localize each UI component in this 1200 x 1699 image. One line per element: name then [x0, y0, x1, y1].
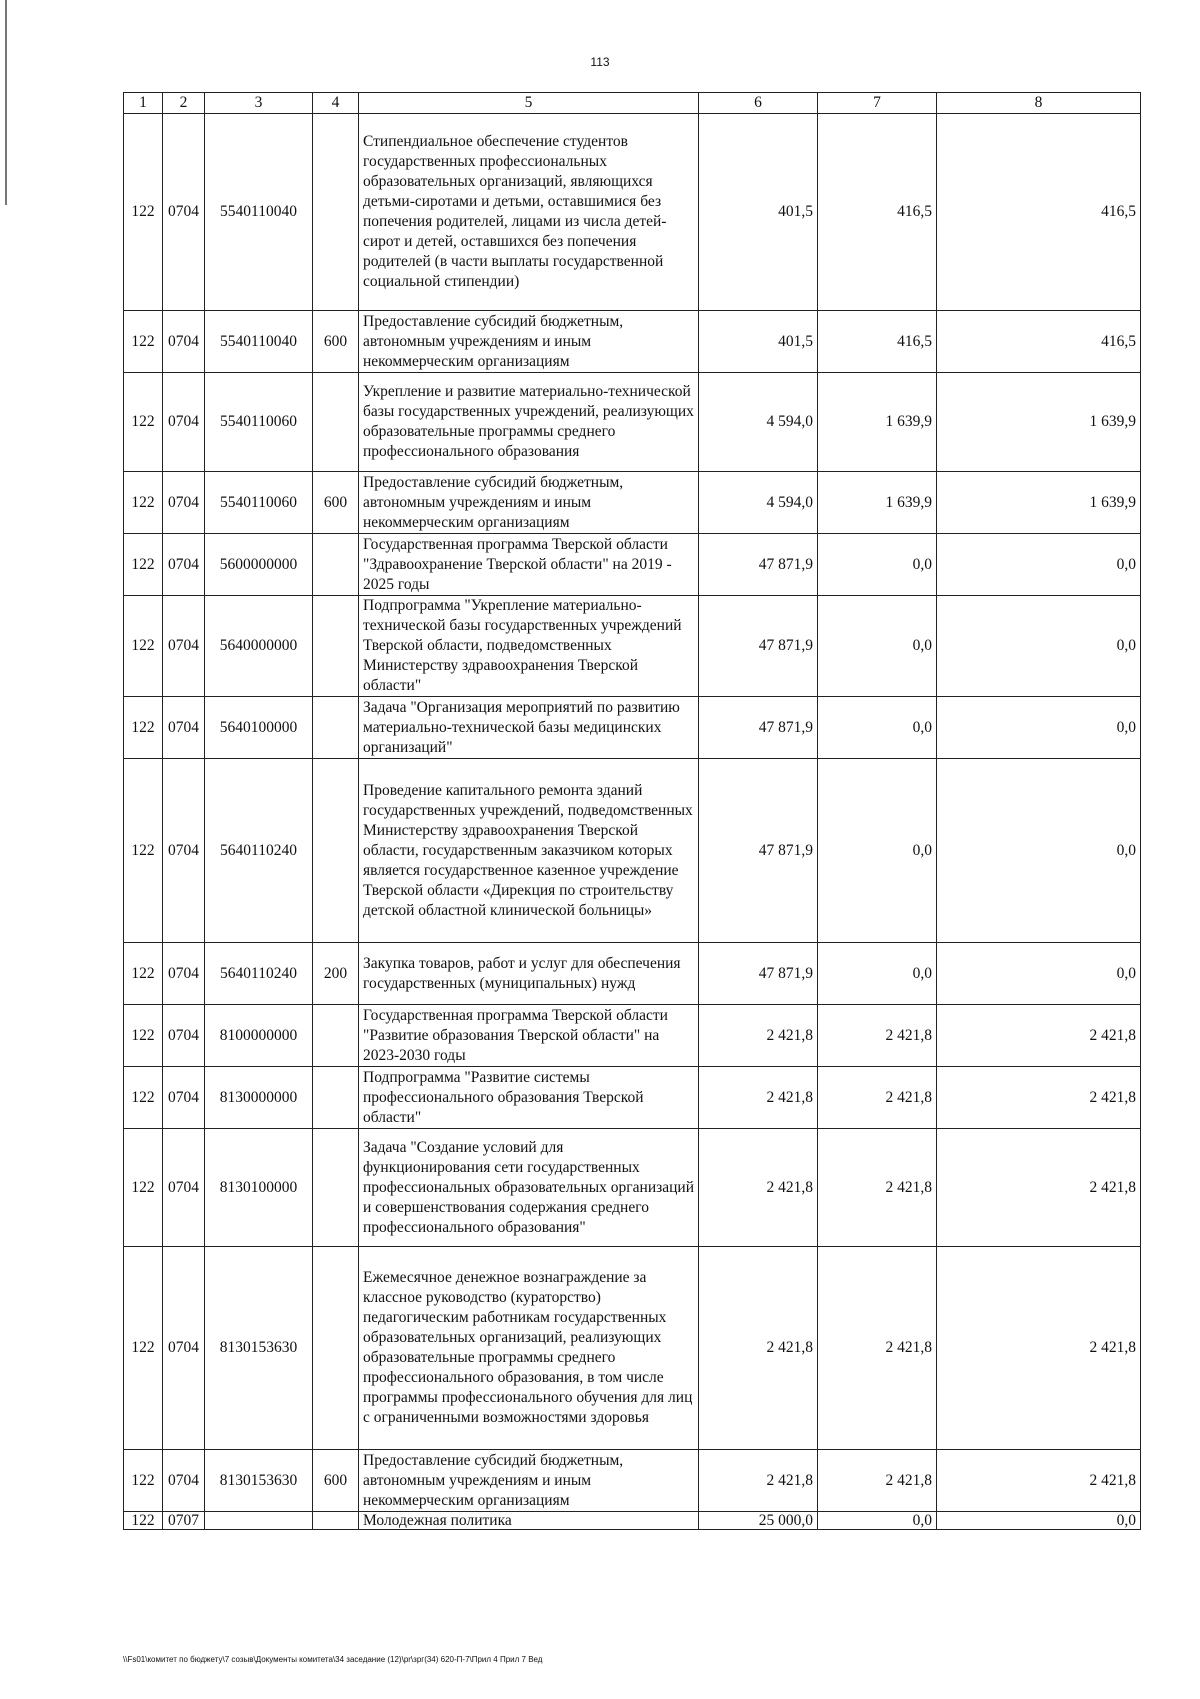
footer-file-path: \\Fs01\комитет по бюджету\7 созыв\Документы комитета\34 заседание (12)\pr\зрг(34) 620-П-7\Прил 4 Прил 7 Вед	[123, 1655, 543, 1664]
description-cell: Проведение капитального ремонта зданий государственных учреждений, подведомственных Министерству здравоохранения Тверской области, государственным заказчиком которых является государственное казенное учреждение Тверской области «Дирекция по строительству детской областной клинической больницы»	[359, 759, 699, 943]
admin-code-cell: 122	[124, 759, 163, 943]
section-code-cell: 0704	[163, 114, 205, 311]
table-row	[124, 472, 1141, 534]
table-row	[124, 1005, 1141, 1067]
expense-type-cell	[313, 1512, 359, 1530]
admin-code-cell: 122	[124, 472, 163, 534]
expense-type-cell: 600	[313, 1450, 359, 1512]
expense-type-cell	[313, 1005, 359, 1067]
admin-code-cell: 122	[124, 373, 163, 472]
target-article-cell: 5640110240	[205, 943, 313, 1005]
admin-code-cell: 122	[124, 311, 163, 373]
description-cell: Подпрограмма "Развитие системы профессионального образования Тверской области"	[359, 1067, 699, 1129]
table-row	[124, 1247, 1141, 1450]
amount-cell: 0,0	[818, 943, 937, 1005]
target-article-cell: 8130000000	[205, 1067, 313, 1129]
amount-cell: 2 421,8	[818, 1247, 937, 1450]
target-article-cell: 8130153630	[205, 1450, 313, 1512]
header-cell: 7	[818, 93, 937, 114]
description-cell: Стипендиальное обеспечение студентов государственных профессиональных образовательных организаций, являющихся детьми-сиротами и детьми, оставшимися без попечения родителей, лицами из числа детей-сирот и детей, оставшихся без попечения родителей (в части выплаты государственной социальной стипендии)	[359, 114, 699, 311]
amount-cell: 0,0	[818, 534, 937, 596]
target-article-cell: 8130100000	[205, 1129, 313, 1247]
amount-cell: 2 421,8	[699, 1450, 818, 1512]
table-row	[124, 1067, 1141, 1129]
description-cell: Государственная программа Тверской области "Развитие образования Тверской области" на 2023-2030 годы	[359, 1005, 699, 1067]
table-row	[124, 943, 1141, 1005]
amount-cell: 2 421,8	[937, 1067, 1141, 1129]
scan-edge-mark	[5, 0, 7, 205]
admin-code-cell: 122	[124, 1129, 163, 1247]
description-cell: Ежемесячное денежное вознаграждение за классное руководство (кураторство) педагогическим работникам государственных образовательных организаций, реализующих образовательные программы среднего профессионального образования, в том числе программы профессионального обучения для лиц с ограниченными возможностями здоровья	[359, 1247, 699, 1450]
target-article-cell: 8130153630	[205, 1247, 313, 1450]
admin-code-cell: 122	[124, 697, 163, 759]
target-article-cell: 5540110040	[205, 114, 313, 311]
section-code-cell: 0704	[163, 311, 205, 373]
amount-cell: 0,0	[937, 697, 1141, 759]
amount-cell: 2 421,8	[937, 1247, 1141, 1450]
section-code-cell: 0704	[163, 534, 205, 596]
table-row	[124, 114, 1141, 311]
table-row	[124, 1129, 1141, 1247]
admin-code-cell: 122	[124, 1067, 163, 1129]
admin-code-cell: 122	[124, 1512, 163, 1530]
amount-cell: 401,5	[699, 311, 818, 373]
description-cell: Государственная программа Тверской области "Здравоохранение Тверской области" на 2019 - 2025 годы	[359, 534, 699, 596]
section-code-cell: 0704	[163, 1129, 205, 1247]
amount-cell: 416,5	[818, 311, 937, 373]
admin-code-cell: 122	[124, 534, 163, 596]
amount-cell: 0,0	[818, 697, 937, 759]
expense-type-cell: 600	[313, 472, 359, 534]
amount-cell: 4 594,0	[699, 373, 818, 472]
expense-type-cell	[313, 1129, 359, 1247]
amount-cell: 1 639,9	[818, 373, 937, 472]
admin-code-cell: 122	[124, 943, 163, 1005]
section-code-cell: 0704	[163, 596, 205, 697]
amount-cell: 2 421,8	[699, 1005, 818, 1067]
description-cell: Молодежная политика	[359, 1512, 699, 1530]
amount-cell: 0,0	[818, 1512, 937, 1530]
amount-cell: 0,0	[818, 596, 937, 697]
expense-type-cell	[313, 759, 359, 943]
target-article-cell: 5540110060	[205, 472, 313, 534]
amount-cell: 416,5	[937, 311, 1141, 373]
amount-cell: 1 639,9	[937, 373, 1141, 472]
target-article-cell: 5600000000	[205, 534, 313, 596]
amount-cell: 2 421,8	[937, 1450, 1141, 1512]
amount-cell: 47 871,9	[699, 943, 818, 1005]
header-row	[124, 93, 1141, 114]
target-article-cell: 5640100000	[205, 697, 313, 759]
amount-cell: 47 871,9	[699, 534, 818, 596]
description-cell: Предоставление субсидий бюджетным, автономным учреждениям и иным некоммерческим организациям	[359, 1450, 699, 1512]
section-code-cell: 0704	[163, 1247, 205, 1450]
header-cell: 4	[313, 93, 359, 114]
table-row	[124, 697, 1141, 759]
header-cell: 5	[359, 93, 699, 114]
amount-cell: 0,0	[937, 596, 1141, 697]
amount-cell: 4 594,0	[699, 472, 818, 534]
amount-cell: 0,0	[818, 759, 937, 943]
expense-type-cell	[313, 373, 359, 472]
expense-type-cell: 200	[313, 943, 359, 1005]
amount-cell: 47 871,9	[699, 759, 818, 943]
section-code-cell: 0704	[163, 373, 205, 472]
header-cell: 6	[699, 93, 818, 114]
target-article-cell: 5540110040	[205, 311, 313, 373]
amount-cell: 0,0	[937, 534, 1141, 596]
section-code-cell: 0707	[163, 1512, 205, 1530]
description-cell: Подпрограмма "Укрепление материально-технической базы государственных учреждений Тверской области, подведомственных Министерству здравоохранения Тверской области"	[359, 596, 699, 697]
expense-type-cell	[313, 596, 359, 697]
expense-type-cell	[313, 534, 359, 596]
amount-cell: 2 421,8	[699, 1067, 818, 1129]
section-code-cell: 0704	[163, 1067, 205, 1129]
page-number: 113	[590, 55, 610, 69]
table-row	[124, 1450, 1141, 1512]
target-article-cell: 8100000000	[205, 1005, 313, 1067]
target-article-cell: 5640000000	[205, 596, 313, 697]
amount-cell: 2 421,8	[937, 1005, 1141, 1067]
admin-code-cell: 122	[124, 1450, 163, 1512]
amount-cell: 2 421,8	[937, 1129, 1141, 1247]
description-cell: Предоставление субсидий бюджетным, автономным учреждениям и иным некоммерческим организациям	[359, 472, 699, 534]
target-article-cell	[205, 1512, 313, 1530]
section-code-cell: 0704	[163, 697, 205, 759]
amount-cell: 2 421,8	[818, 1129, 937, 1247]
expense-type-cell	[313, 697, 359, 759]
table-row	[124, 534, 1141, 596]
description-cell: Задача "Создание условий для функционирования сети государственных профессиональных образовательных организаций и совершенствования содержания среднего профессионального образования"	[359, 1129, 699, 1247]
amount-cell: 2 421,8	[818, 1450, 937, 1512]
table-row	[124, 1512, 1141, 1530]
description-cell: Задача "Организация мероприятий по развитию материально-технической базы медицинских организаций"	[359, 697, 699, 759]
admin-code-cell: 122	[124, 114, 163, 311]
amount-cell: 25 000,0	[699, 1512, 818, 1530]
amount-cell: 401,5	[699, 114, 818, 311]
header-cell: 8	[937, 93, 1141, 114]
amount-cell: 416,5	[937, 114, 1141, 311]
expense-type-cell: 600	[313, 311, 359, 373]
description-cell: Предоставление субсидий бюджетным, автономным учреждениям и иным некоммерческим организациям	[359, 311, 699, 373]
amount-cell: 416,5	[818, 114, 937, 311]
section-code-cell: 0704	[163, 472, 205, 534]
amount-cell: 2 421,8	[818, 1067, 937, 1129]
target-article-cell: 5640110240	[205, 759, 313, 943]
amount-cell: 1 639,9	[937, 472, 1141, 534]
admin-code-cell: 122	[124, 1005, 163, 1067]
table-row	[124, 759, 1141, 943]
expense-type-cell	[313, 114, 359, 311]
section-code-cell: 0704	[163, 1450, 205, 1512]
amount-cell: 1 639,9	[818, 472, 937, 534]
header-cell: 3	[205, 93, 313, 114]
admin-code-cell: 122	[124, 596, 163, 697]
expense-type-cell	[313, 1247, 359, 1450]
section-code-cell: 0704	[163, 759, 205, 943]
section-code-cell: 0704	[163, 943, 205, 1005]
table-row	[124, 373, 1141, 472]
amount-cell: 0,0	[937, 1512, 1141, 1530]
description-cell: Закупка товаров, работ и услуг для обеспечения государственных (муниципальных) нужд	[359, 943, 699, 1005]
amount-cell: 2 421,8	[818, 1005, 937, 1067]
description-cell: Укрепление и развитие материально-технической базы государственных учреждений, реализующих образовательные программы среднего профессионального образования	[359, 373, 699, 472]
amount-cell: 47 871,9	[699, 697, 818, 759]
amount-cell: 0,0	[937, 943, 1141, 1005]
amount-cell: 47 871,9	[699, 596, 818, 697]
target-article-cell: 5540110060	[205, 373, 313, 472]
table-row	[124, 311, 1141, 373]
admin-code-cell: 122	[124, 1247, 163, 1450]
amount-cell: 0,0	[937, 759, 1141, 943]
amount-cell: 2 421,8	[699, 1129, 818, 1247]
section-code-cell: 0704	[163, 1005, 205, 1067]
header-cell: 1	[124, 93, 163, 114]
expense-type-cell	[313, 1067, 359, 1129]
amount-cell: 2 421,8	[699, 1247, 818, 1450]
budget-table	[123, 92, 1141, 1530]
header-cell: 2	[163, 93, 205, 114]
table-row	[124, 596, 1141, 697]
